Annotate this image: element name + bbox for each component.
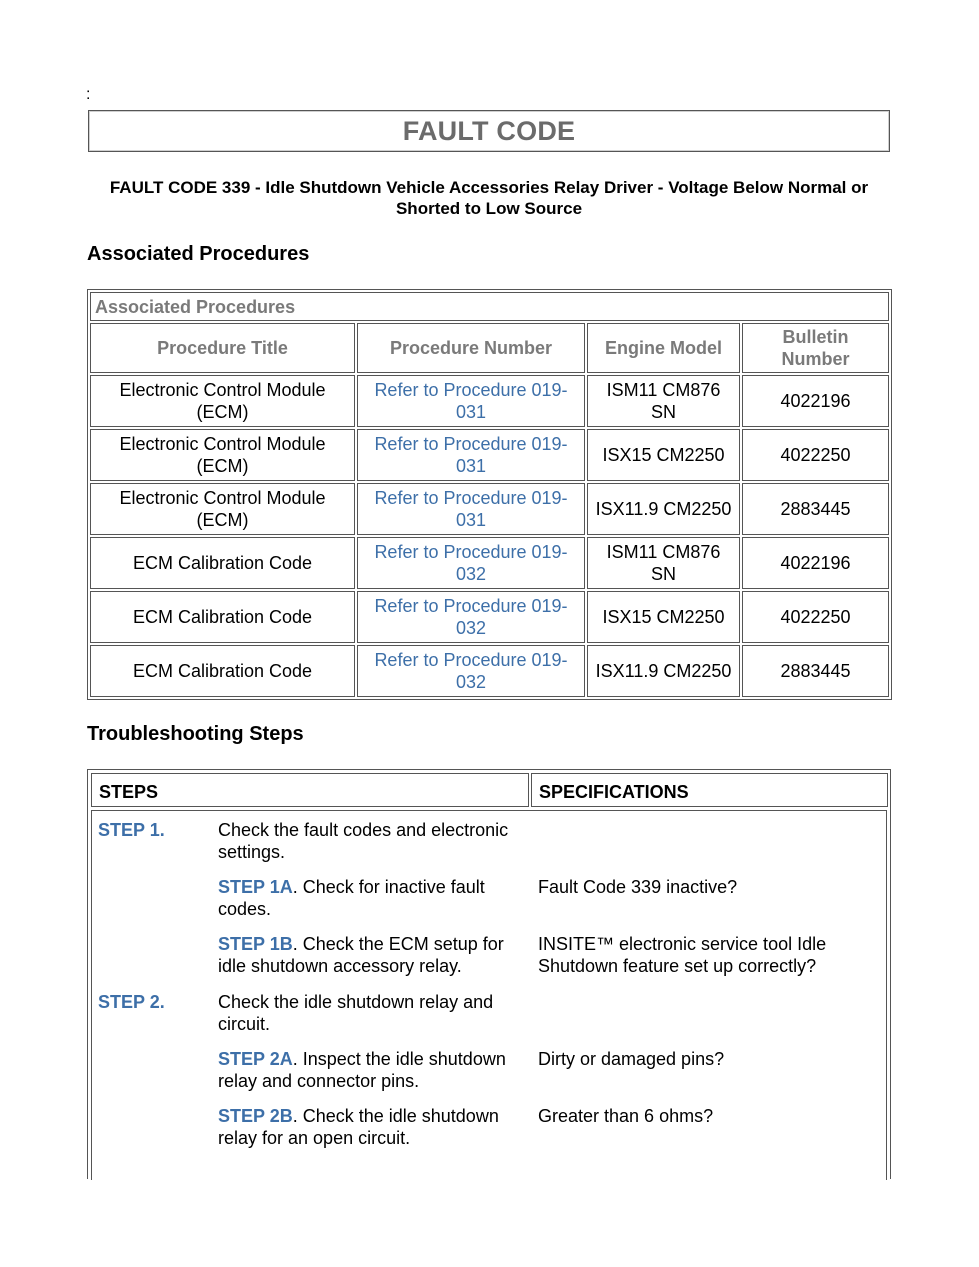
- troubleshooting-steps-heading: Troubleshooting Steps: [87, 723, 304, 745]
- leading-colon: :: [86, 86, 91, 103]
- bulletin-number-cell: 2883445: [742, 483, 889, 535]
- step-2a-label[interactable]: STEP 2A: [218, 1049, 293, 1069]
- step-2a-description: . Inspect the idle shutdown relay and connector pins.: [218, 1049, 506, 1091]
- step-1a-text: [218, 876, 528, 920]
- table-row: [90, 483, 889, 535]
- step-1b-spec: INSITE™ electronic service tool Idle Shutdown feature set up correctly?: [538, 934, 827, 976]
- procedure-title-cell: ECM Calibration Code: [90, 591, 355, 643]
- procedure-number-link[interactable]: Refer to Procedure 019-031: [357, 375, 585, 427]
- step-1-label[interactable]: STEP 1.: [98, 820, 165, 840]
- page-title: FAULT CODE: [402, 115, 576, 146]
- bulletin-number-cell: 4022196: [742, 375, 889, 427]
- bulletin-number-cell: 2883445: [742, 645, 889, 697]
- steps-body: [91, 810, 887, 1180]
- procedure-title-cell: ECM Calibration Code: [90, 645, 355, 697]
- table-row: [90, 375, 889, 427]
- step-2-text: Check the idle shutdown relay and circuit.: [218, 992, 494, 1034]
- specifications-column-header: SPECIFICATIONS: [531, 773, 888, 807]
- step-2-label[interactable]: STEP 2.: [98, 992, 165, 1012]
- procedure-title-cell: Electronic Control Module (ECM): [90, 375, 355, 427]
- troubleshooting-table: [87, 769, 891, 1179]
- column-header-engine-model: Engine Model: [587, 323, 740, 373]
- associated-procedures-table: [87, 289, 892, 700]
- step-1a-label[interactable]: STEP 1A: [218, 877, 293, 897]
- procedure-number-link[interactable]: Refer to Procedure 019-031: [357, 483, 585, 535]
- step-2b-description: . Check the idle shutdown relay for an open circuit.: [218, 1106, 499, 1148]
- procedure-number-link[interactable]: Refer to Procedure 019-032: [357, 591, 585, 643]
- steps-column-header: STEPS: [91, 773, 529, 807]
- engine-model-cell: ISX15 CM2250: [587, 429, 740, 481]
- step-2a-spec: Dirty or damaged pins?: [538, 1049, 725, 1069]
- table-caption: Associated Procedures: [90, 292, 889, 321]
- step-1b-description: . Check the ECM setup for idle shutdown accessory relay.: [218, 934, 504, 976]
- engine-model-cell: ISM11 CM876 SN: [587, 375, 740, 427]
- step-1b-label[interactable]: STEP 1B: [218, 934, 293, 954]
- procedure-title-cell: Electronic Control Module (ECM): [90, 429, 355, 481]
- step-1a-spec: Fault Code 339 inactive?: [538, 877, 738, 897]
- bulletin-number-cell: 4022250: [742, 591, 889, 643]
- associated-procedures-heading: Associated Procedures: [87, 243, 310, 265]
- procedure-title-cell: Electronic Control Module (ECM): [90, 483, 355, 535]
- table-row: [90, 537, 889, 589]
- bulletin-number-cell: 4022196: [742, 537, 889, 589]
- step-1a-description: . Check for inactive fault codes.: [218, 877, 485, 919]
- step-2b-spec: Greater than 6 ohms?: [538, 1106, 714, 1126]
- procedure-title-cell: ECM Calibration Code: [90, 537, 355, 589]
- engine-model-cell: ISM11 CM876 SN: [587, 537, 740, 589]
- table-row: [90, 429, 889, 481]
- step-1-text: Check the fault codes and electronic settings.: [218, 820, 509, 862]
- procedure-number-link[interactable]: Refer to Procedure 019-032: [357, 537, 585, 589]
- bulletin-number-cell: 4022250: [742, 429, 889, 481]
- engine-model-cell: ISX15 CM2250: [587, 591, 740, 643]
- step-2b-text: [218, 1105, 528, 1149]
- step-2b-label[interactable]: STEP 2B: [218, 1106, 293, 1126]
- engine-model-cell: ISX11.9 CM2250: [587, 483, 740, 535]
- column-header-bulletin-number: Bulletin Number: [742, 323, 889, 373]
- title-box: [88, 110, 890, 152]
- procedure-number-link[interactable]: Refer to Procedure 019-032: [357, 645, 585, 697]
- engine-model-cell: ISX11.9 CM2250: [587, 645, 740, 697]
- fault-code-heading: FAULT CODE 339 - Idle Shutdown Vehicle Accessories Relay Driver - Voltage Below Normal or Shorted to Low Source: [109, 178, 869, 218]
- column-header-procedure-title: Procedure Title: [90, 323, 355, 373]
- procedure-number-link[interactable]: Refer to Procedure 019-031: [357, 429, 585, 481]
- table-row: [90, 645, 889, 697]
- step-2a-text: [218, 1048, 528, 1092]
- table-row: [90, 591, 889, 643]
- column-header-procedure-number: Procedure Number: [357, 323, 585, 373]
- step-1b-text: [218, 933, 528, 977]
